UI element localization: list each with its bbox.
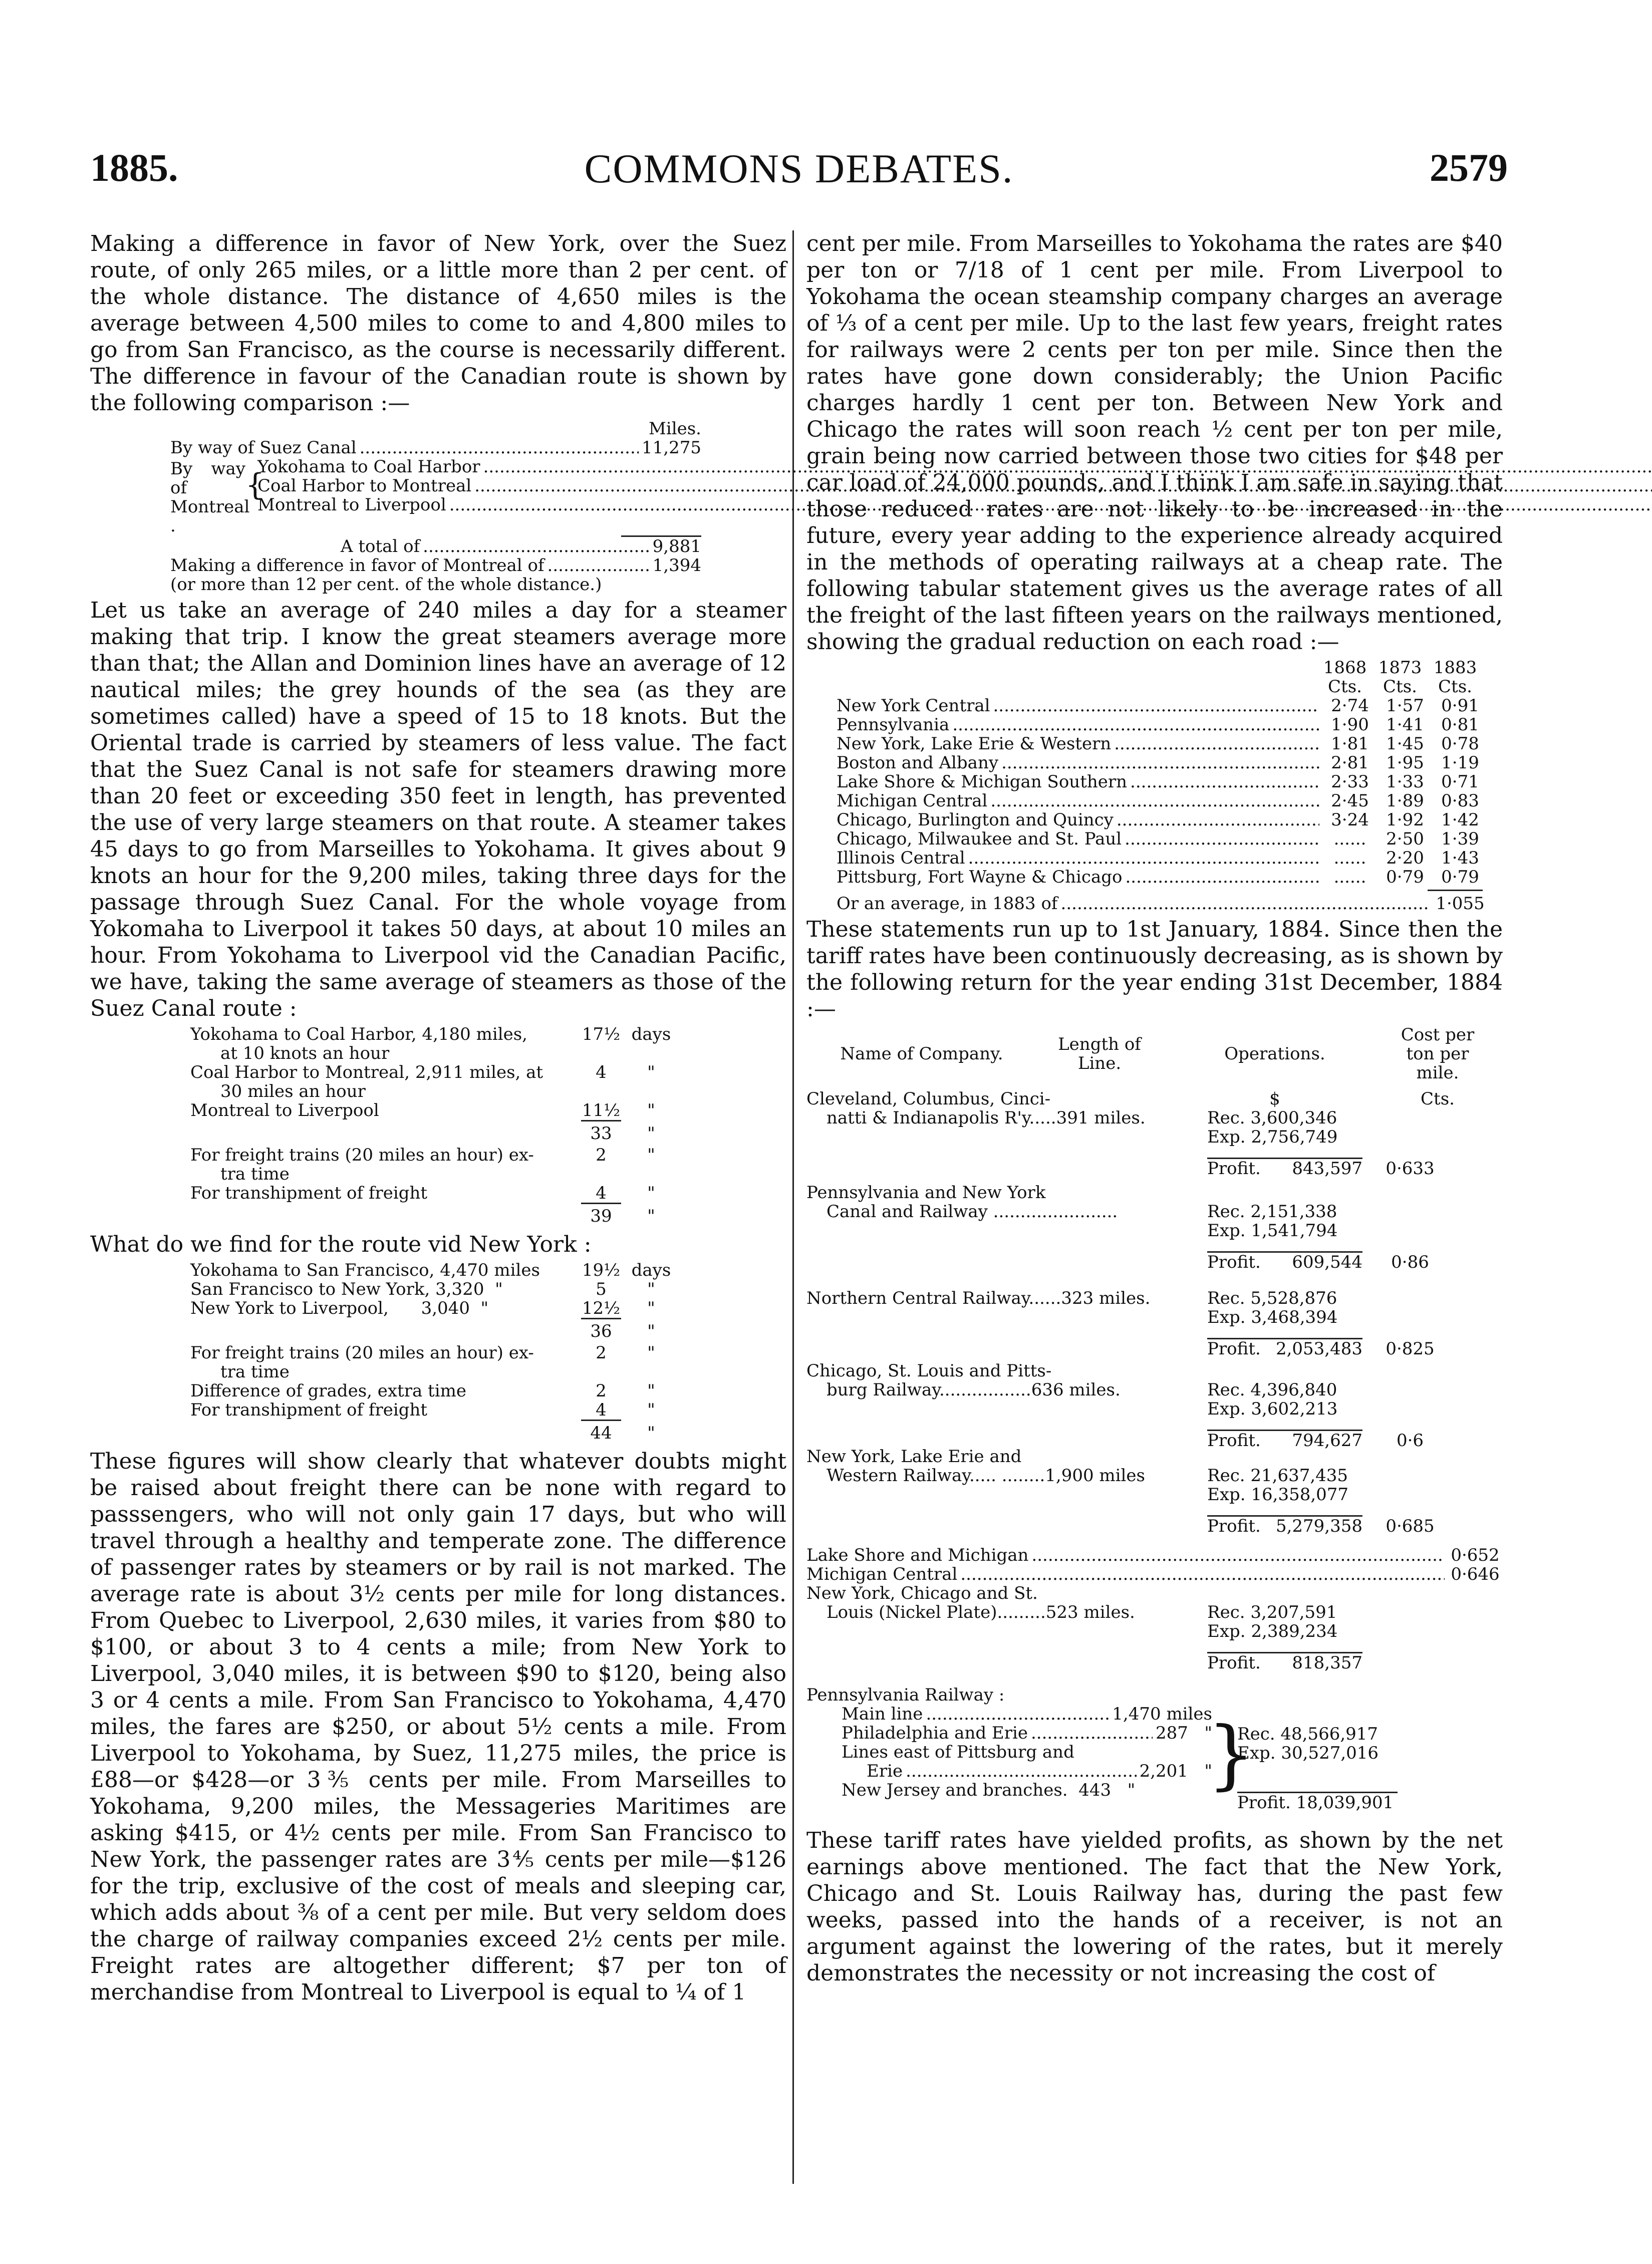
table-header-row (806, 1025, 1503, 1082)
company-name: New York, Lake Erie and Western Railway..... ........1,900 miles (806, 1447, 1145, 1486)
row-unit: " (647, 1123, 655, 1144)
table-row (837, 715, 1488, 734)
row-value: 17½ (582, 1024, 621, 1044)
row-label: A total of (341, 536, 420, 556)
company-entry (806, 1584, 1503, 1641)
list-item: Philadelphia and Erie ..... 287 " (842, 1724, 1212, 1743)
cost-value: 0·685 (1386, 1516, 1435, 1536)
rate-value: 1·33 (1386, 772, 1424, 792)
row-unit: " (647, 1298, 655, 1318)
table-row (837, 829, 1488, 848)
row-label: For freight trains (20 miles an hour) ex- tra time (190, 1343, 534, 1382)
leader-dots (1117, 810, 1319, 829)
row-label: By way of Suez Canal (170, 438, 357, 458)
leader-dots (1114, 734, 1319, 753)
row-value: 2 (596, 1343, 607, 1363)
cost-value: 0·825 (1386, 1339, 1435, 1359)
railway-name: Lake Shore & Michigan Southern (837, 772, 1128, 792)
page-header (90, 145, 1508, 205)
paragraph: These figures will show clearly that whatever doubts might be raised about freight there can be none with regard to passsengers, who will not only gain 17 days, but who will travel through a healthy and temperate zone. The difference of passenger rates by steamers or by rail is not marked. The average rate is about 3½ cents per mile for long distances. From Quebec to Liverpool, 2,630 miles, it varies from $80 to $100, or about 3 to 4 cents a mile; from New York to Liverpool, 3,040 miles, it is between $90 to $120, being also 3 or 4 cents a mile. From San Francisco to Yokohama, 4,470 miles, the fares are $250, or about 5½ cents a mile. From Liverpool to Yokohama, by Suez, 11,275 miles, the price is £88—or $428—or 3⅗ cents per mile. From Marseilles to Yokohama, 9,200 miles, the Messageries Maritimes are asking $415, or 4½ cents per mile. From San Francisco to New York, the passenger rates are 3⅘ cents per mile—$126 for the trip, exclusive of the cost of meals and sleeping car, which adds about ⅜ of a cent per mile. But very seldom does the charge of railway companies exceed 2½ cents per mile. Freight rates are altogether different; $7 per ton of merchandise from Montreal to Liverpool is equal to ¼ of 1 (90, 1449, 786, 2005)
table-row (837, 868, 1488, 887)
leader-dots (1125, 868, 1319, 887)
railway-name: Chicago, Milwaukee and St. Paul (837, 829, 1122, 849)
row-unit: " (647, 1400, 655, 1420)
row-label: New York to Liverpool, 3,040 " (190, 1298, 489, 1318)
row-unit: " (647, 1062, 655, 1082)
row-value: 4 (596, 1183, 607, 1203)
cost-value: 0·86 (1391, 1252, 1429, 1272)
row-unit: " (647, 1321, 655, 1341)
cost-value: 0·652 (1451, 1545, 1500, 1565)
company-entry (806, 1685, 1503, 1812)
profit-row (806, 1652, 1503, 1672)
table-row (837, 753, 1488, 772)
operations: Rec. 21,637,435 Exp. 16,358,077 (1207, 1466, 1349, 1505)
row-label: Lake Shore and Michigan (806, 1545, 1029, 1565)
table-row (190, 1184, 691, 1203)
table-row (190, 1400, 691, 1420)
table-note: (or more than 12 per cent. of the whole distance.) (170, 575, 602, 595)
operations: Rec. 5,528,876 Exp. 3,468,394 (1207, 1288, 1338, 1327)
right-column (806, 230, 1503, 1987)
company-entry (806, 1361, 1503, 1419)
rate-value: ...... (1333, 867, 1366, 887)
row-value: 4 (596, 1062, 607, 1082)
cost-value: 0·646 (1451, 1564, 1500, 1584)
leader-dots (993, 696, 1320, 715)
rates-rows (837, 696, 1488, 887)
rate-value: ...... (1333, 848, 1366, 868)
montreal-group-label (170, 457, 250, 536)
rate-value: 1·45 (1386, 734, 1424, 754)
table-row (837, 696, 1488, 715)
leader-dots (360, 438, 639, 457)
table-row (190, 1121, 691, 1146)
leader-dots (960, 1565, 1445, 1584)
column-header: 1873 (1378, 658, 1422, 678)
railway-name: Pennsylvania (837, 715, 950, 735)
rate-value: 1·19 (1441, 753, 1479, 773)
row-unit: " (647, 1343, 655, 1363)
row-label: San Francisco to New York, 3,320 " (190, 1279, 503, 1299)
days-table-canadian (190, 1025, 691, 1228)
operations: Rec. 3,207,591 Exp. 2,389,234 (1207, 1602, 1338, 1641)
row-label: Coal Harbor to Montreal (257, 476, 472, 496)
rate-value: 1·90 (1331, 715, 1369, 735)
row-unit: " (647, 1381, 655, 1401)
rate-value: 1·39 (1441, 829, 1479, 849)
table-row (837, 848, 1488, 868)
column-header: Name of Company. (840, 1044, 1003, 1064)
company-name: Pennsylvania Railway : (806, 1685, 1005, 1705)
leader-dots (1031, 1546, 1445, 1565)
table-header-row (837, 677, 1488, 696)
rate-value: 1·92 (1386, 810, 1424, 830)
table-row (190, 1299, 691, 1318)
column-header: Cost per ton per mile. (1401, 1025, 1475, 1083)
column-unit: Cts. (1328, 677, 1362, 697)
paragraph: What do we find for the route vid New York : (90, 1232, 592, 1257)
railway-name: Pittsburg, Fort Wayne & Chicago (837, 867, 1123, 887)
railway-name: New York, Lake Erie & Western (837, 734, 1112, 754)
row-value: 33 (590, 1123, 612, 1144)
table-row (837, 894, 1488, 913)
rate-value: 2·50 (1386, 829, 1424, 849)
rate-value: 0·79 (1386, 867, 1424, 887)
row-value: 1·055 (1436, 894, 1485, 914)
miles-header: Miles. (649, 419, 701, 439)
row-value: 11,275 (642, 438, 701, 458)
profit-value: 818,357 (1262, 1652, 1362, 1672)
rate-value: 2·45 (1331, 791, 1369, 811)
profit-label: Profit. (1207, 1251, 1262, 1272)
brace: { (245, 467, 265, 502)
table-row (190, 1381, 691, 1400)
leader-dots (952, 715, 1319, 734)
profit-row (806, 1515, 1503, 1536)
row-value: 2 (596, 1145, 607, 1165)
rate-value: 2·33 (1331, 772, 1369, 792)
row-unit: " (647, 1279, 655, 1299)
railway-name: Illinois Central (837, 848, 965, 868)
profit-label: Profit. (1207, 1430, 1262, 1450)
sum-rule (1428, 890, 1483, 891)
row-value: 2 (596, 1381, 607, 1401)
row-value: 39 (590, 1206, 612, 1226)
table-row (190, 1319, 691, 1343)
list-item: Lines east of Pittsburg and (842, 1742, 1074, 1762)
column-header: 1883 (1433, 658, 1477, 678)
row-label: Difference of grades, extra time (190, 1381, 466, 1401)
rate-value: 1·95 (1386, 753, 1424, 773)
row-value: 5 (596, 1279, 607, 1299)
operations: Rec. 2,151,338 Exp. 1,541,794 (1207, 1202, 1338, 1241)
rate-value: 2·74 (1331, 696, 1369, 716)
profit-value: 794,627 (1262, 1430, 1362, 1450)
column-header: Operations. (1224, 1044, 1325, 1064)
table-row (190, 1421, 691, 1445)
column-header: 1868 (1323, 658, 1367, 678)
company-name: Chicago, St. Louis and Pitts- burg Railway.................636 miles. (806, 1361, 1121, 1400)
cost-value: 0·6 (1396, 1431, 1424, 1451)
rate-value: 0·83 (1441, 791, 1479, 811)
list-item: Erie ..... 2,201 " (842, 1762, 1212, 1781)
row-label: Or an average, in 1883 of (837, 894, 1058, 914)
row-label: For freight trains (20 miles an hour) ex- tra time (190, 1145, 534, 1184)
leader-dots (990, 791, 1319, 810)
rate-value: 1·81 (1331, 734, 1369, 754)
group-label-line: Montreal . (170, 497, 250, 536)
profit-row (806, 1251, 1503, 1272)
table-row (806, 1546, 1503, 1565)
row-label: Montreal to Liverpool (190, 1100, 379, 1120)
row-unit: " (647, 1206, 655, 1226)
paragraph: These tariff rates have yielded profits, as shown by the net earnings above mentioned. The fact that the New York, Chicago and St. Louis Railway has, during the past few weeks, passed into the hands of a receiver, is not an argument against the lowering of the rates, but it merely demonstrates the necessity or not increasing the cost of (806, 1828, 1503, 1986)
freight-rates-table (837, 658, 1488, 913)
paragraph: cent per mile. From Marseilles to Yokohama the rates are $40 per ton or 7/18 of 1 cent per mile. From Liverpool to Yokohama the ocean steamship company charges an average of ⅓ of a cent per mile. Up to the last few years, freight rates for railways were 2 cents per ton per mile. Since then the rates have gone down considerably; the Union Pacific charges hardly 1 cent per ton. Between New York and Chicago the rates will soon reach ½ cent per ton per mile, grain being now carried between those two cities for $48 per car load of 24,000 pounds, and I think I am safe in saying that those reduced rates are not likely to be increased in the future, every year adding to the experience already acquired in the methods of operating railways at a cheap rate. The following tabular statement gives us the average rates of all the freight of the last fifteen years on the railways mentioned, showing the gradual reduction on each road :— (806, 231, 1503, 655)
row-unit: " (647, 1423, 655, 1443)
rate-value: 0·71 (1441, 772, 1479, 792)
row-label: Coal Harbor to Montreal, 2,911 miles, at 30 miles an hour (190, 1062, 543, 1101)
company-name: Northern Central Railway......323 miles. (806, 1288, 1151, 1308)
header-title: COMMONS DEBATES. (584, 146, 1014, 191)
row-value: 1,394 (652, 555, 701, 576)
railway-name: Chicago, Burlington and Quincy (837, 810, 1114, 830)
table-row (190, 1280, 691, 1299)
paragraph: Let us take an average of 240 miles a day for a steamer making that trip. I know the great steamers average more than that; the Allan and Dominion lines have an average of 12 nautical miles; the grey hounds of the sea (as they are sometimes called) have a speed of 15 to 18 knots. But the Oriental trade is carried by steamers of less value. The fact that the Suez Canal is not safe for steamers drawing more than 20 feet or exceeding 350 feet in length, has prevented the use of very large steamers on that route. A steamer takes 45 days to go from Marseilles to Yokohama. It gives about 9 knots an hour for the 9,200 miles, taking three days for the passage through Suez Canal. For the whole voyage from Yokomaha to Liverpool it takes 50 days, at about 10 miles an hour. From Yokohama to Liverpool vid the Canadian Pacific, we have, taking the same average of steamers as those of the Suez Canal route : (90, 598, 786, 1021)
table-row (190, 1146, 691, 1184)
leader-dots (547, 556, 650, 575)
column-unit: Cts. (1383, 677, 1417, 697)
profit-label: Profit. (1207, 1515, 1262, 1536)
company-entry (806, 1183, 1503, 1240)
row-label: Making a difference in favor of Montreal of (170, 555, 544, 576)
table-row (190, 1343, 691, 1381)
company-entry (806, 1447, 1503, 1504)
table-row (837, 734, 1488, 753)
paragraph: Making a difference in favor of New York, over the Suez route, of only 265 miles, or a little more than 2 per cent. of the whole distance. The distance of 4,650 miles is the average between 4,500 miles to come to and 4,800 miles to go from San Francisco, as the course is necessarily different. The difference in favour of the Canadian route is shown by the following comparison :— (90, 231, 786, 416)
leader-dots (423, 537, 649, 556)
brace: } (1207, 1711, 1255, 1798)
header-page-number: 2579 (1430, 146, 1508, 189)
days-table-new-york (190, 1261, 691, 1445)
operations: Rec. 4,396,840 Exp. 3,602,213 (1207, 1380, 1338, 1419)
rate-value: 0·81 (1441, 715, 1479, 735)
table-row (170, 556, 701, 575)
row-label: Yokohama to Coal Harbor (257, 457, 480, 477)
profit-row (806, 1158, 1503, 1178)
table-row (837, 772, 1488, 791)
table-row (190, 1261, 691, 1280)
row-value: 4 (596, 1400, 607, 1420)
line-list (806, 1705, 1212, 1812)
rate-value: 1·43 (1441, 848, 1479, 868)
table-row (190, 1063, 691, 1101)
rate-value: 3·24 (1331, 810, 1369, 830)
rate-value: 2·20 (1386, 848, 1424, 868)
table-row (170, 438, 701, 457)
leader-dots (1125, 829, 1319, 848)
profit-value: 609,544 (1262, 1251, 1362, 1272)
paragraph: These statements run up to 1st January, 1884. Since then the tariff rates have been continuously decreasing, as is shown by the following return for the year ending 31st December, 1884 :— (806, 917, 1503, 1022)
rate-value: 1·42 (1441, 810, 1479, 830)
table-header-row (837, 658, 1488, 677)
row-label: Montreal to Liverpool (257, 495, 446, 515)
rate-value: 2·81 (1331, 753, 1369, 773)
miles-comparison-table (170, 419, 701, 594)
leader-dots (1061, 894, 1430, 913)
rate-value: 1·41 (1386, 715, 1424, 735)
row-value: 11½ (582, 1100, 621, 1120)
row-label: Michigan Central (806, 1564, 958, 1584)
table-row (190, 1204, 691, 1228)
company-name: New York, Chicago and St. Louis (Nickel Plate).........523 miles. (806, 1583, 1135, 1622)
company-returns-table (806, 1025, 1503, 1812)
row-unit: days (631, 1260, 671, 1280)
row-label: Yokohama to Coal Harbor, 4,180 miles, at 10 knots an hour (190, 1024, 527, 1063)
column-unit: $ (1269, 1089, 1280, 1109)
profit-label: Profit. (1207, 1158, 1262, 1178)
table-row (806, 1565, 1503, 1584)
leader-dots (1130, 772, 1319, 791)
row-value: 19½ (582, 1260, 621, 1280)
row-label: For transhipment of freight (190, 1400, 428, 1420)
table-row (837, 810, 1488, 829)
rate-value: 0·79 (1441, 867, 1479, 887)
railway-name: New York Central (837, 696, 990, 716)
profit-value: 5,279,358 (1262, 1515, 1362, 1536)
table-row (837, 791, 1488, 810)
row-unit: " (647, 1100, 655, 1120)
railway-name: Michigan Central (837, 791, 988, 811)
row-value: 12½ (582, 1298, 621, 1318)
operations: Rec. 3,600,346 Exp. 2,756,749 (1207, 1108, 1338, 1147)
list-item: New Jersey and branches. 443 " (842, 1780, 1136, 1800)
profit-value: 2,053,483 (1262, 1338, 1362, 1358)
profit-row (806, 1338, 1503, 1358)
column-header: Length of Line. (1058, 1034, 1141, 1073)
table-row (341, 537, 701, 556)
row-unit: " (647, 1183, 655, 1203)
rate-value: ...... (1333, 829, 1366, 849)
table-row (190, 1025, 691, 1063)
company-entry (806, 1289, 1503, 1327)
column-unit: Cts. (1421, 1089, 1455, 1109)
leader-dots (1001, 753, 1319, 772)
column-unit: Cts. (1438, 677, 1472, 697)
left-column (90, 230, 786, 2006)
profit-label: Profit. (1207, 1338, 1262, 1358)
row-value: 44 (590, 1423, 612, 1443)
company-name: Cleveland, Columbus, Cinci- natti & Indianapolis R'y.....391 miles. (806, 1089, 1146, 1128)
operations: Rec. 48,566,917 Exp. 30,527,016 Profit. 18,039,901 (1227, 1705, 1448, 1812)
row-value: 9,881 (652, 536, 701, 556)
rate-value: 0·91 (1441, 696, 1479, 716)
row-value: 36 (590, 1321, 612, 1341)
row-unit: " (647, 1145, 655, 1165)
row-label: For transhipment of freight (190, 1183, 428, 1203)
row-unit: days (631, 1024, 671, 1044)
rate-value: 1·57 (1386, 696, 1424, 716)
table-row (190, 1101, 691, 1120)
rate-value: 0·78 (1441, 734, 1479, 754)
profit-label: Profit. (1207, 1652, 1262, 1672)
cost-value: 0·633 (1386, 1159, 1435, 1179)
list-item: Main line ..... 1,470 miles (842, 1705, 1212, 1724)
header-year: 1885. (90, 146, 178, 189)
leader-dots (968, 848, 1319, 868)
rate-value: 1·89 (1386, 791, 1424, 811)
profit-value: 843,597 (1262, 1158, 1362, 1178)
group-label-line: By way of (170, 459, 245, 498)
railway-name: Boston and Albany (837, 753, 999, 773)
profit-value: Profit. 18,039,901 (1237, 1792, 1398, 1812)
montreal-group (170, 457, 701, 535)
row-label: Yokohama to San Francisco, 4,470 miles (190, 1260, 540, 1280)
company-name: Pennsylvania and New York Canal and Railway ....................... (806, 1183, 1118, 1222)
